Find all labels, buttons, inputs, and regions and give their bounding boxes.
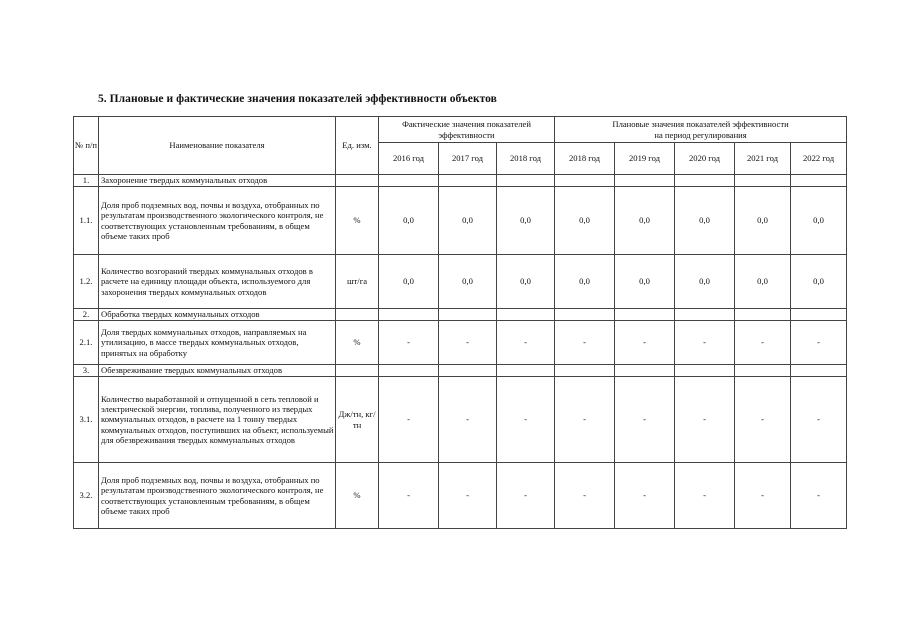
header-year: 2019 год bbox=[615, 143, 675, 175]
value-cell: - bbox=[439, 321, 497, 365]
empty-cell bbox=[791, 365, 847, 377]
value-cell: 0,0 bbox=[735, 187, 791, 255]
value-cell: - bbox=[675, 321, 735, 365]
value-cell: - bbox=[675, 377, 735, 463]
indicator-name: Количество выработанной и отпущенной в сеть тепловой и электрической энергии, топлива, полученного из твердых коммунальных отходов, в расчете на 1 тонну твердых коммунальных отходов, поступивших на объект, используемый для обезвреживания твердых коммунальных отходов bbox=[99, 377, 336, 463]
value-cell: 0,0 bbox=[791, 255, 847, 309]
value-cell: - bbox=[791, 463, 847, 529]
value-cell: 0,0 bbox=[379, 187, 439, 255]
empty-cell bbox=[675, 309, 735, 321]
empty-cell bbox=[439, 175, 497, 187]
header-year: 2018 год bbox=[555, 143, 615, 175]
row-num: 2.1. bbox=[74, 321, 99, 365]
header-year: 2020 год bbox=[675, 143, 735, 175]
value-cell: 0,0 bbox=[675, 255, 735, 309]
empty-cell bbox=[379, 175, 439, 187]
header-unit: Ед. изм. bbox=[336, 117, 379, 175]
table-row bbox=[74, 377, 847, 463]
value-cell: - bbox=[379, 377, 439, 463]
row-num: 1.2. bbox=[74, 255, 99, 309]
unit-cell: % bbox=[336, 187, 379, 255]
value-cell: - bbox=[497, 463, 555, 529]
value-cell: - bbox=[555, 321, 615, 365]
value-cell: 0,0 bbox=[791, 187, 847, 255]
table-row bbox=[74, 255, 847, 309]
value-cell: 0,0 bbox=[555, 187, 615, 255]
section-name: Обработка твердых коммунальных отходов bbox=[99, 309, 336, 321]
empty-cell bbox=[336, 365, 379, 377]
row-num: 3.2. bbox=[74, 463, 99, 529]
unit-cell: шт/га bbox=[336, 255, 379, 309]
header-row-1 bbox=[74, 117, 847, 143]
empty-cell bbox=[791, 309, 847, 321]
empty-cell bbox=[615, 365, 675, 377]
value-cell: - bbox=[497, 321, 555, 365]
empty-cell bbox=[735, 365, 791, 377]
empty-cell bbox=[555, 309, 615, 321]
indicator-name: Количество возгораний твердых коммунальных отходов в расчете на единицу площади объекта, используемого для захоронения твердых коммунальных отходов bbox=[99, 255, 336, 309]
value-cell: - bbox=[615, 463, 675, 529]
value-cell: - bbox=[439, 377, 497, 463]
section-title: 5. Плановые и фактические значения показателей эффективности объектов bbox=[98, 93, 497, 105]
header-year: 2018 год bbox=[497, 143, 555, 175]
empty-cell bbox=[675, 175, 735, 187]
value-cell: 0,0 bbox=[497, 187, 555, 255]
value-cell: 0,0 bbox=[439, 187, 497, 255]
section-row bbox=[74, 175, 847, 187]
empty-cell bbox=[497, 365, 555, 377]
section-num: 1. bbox=[74, 175, 99, 187]
empty-cell bbox=[555, 175, 615, 187]
empty-cell bbox=[439, 309, 497, 321]
header-name: Наименование показателя bbox=[99, 117, 336, 175]
value-cell: 0,0 bbox=[615, 187, 675, 255]
unit-cell: % bbox=[336, 463, 379, 529]
value-cell: - bbox=[379, 321, 439, 365]
row-num: 1.1. bbox=[74, 187, 99, 255]
value-cell: - bbox=[615, 321, 675, 365]
indicator-name: Доля проб подземных вод, почвы и воздуха, отобранных по результатам производственного экологического контроля, не соответствующих установленным требованиям, в общем объеме таких проб bbox=[99, 187, 336, 255]
value-cell: - bbox=[735, 321, 791, 365]
value-cell: 0,0 bbox=[615, 255, 675, 309]
section-num: 3. bbox=[74, 365, 99, 377]
value-cell: - bbox=[735, 377, 791, 463]
value-cell: - bbox=[379, 463, 439, 529]
unit-cell: Дж/тн, кг/тн bbox=[336, 377, 379, 463]
table-row bbox=[74, 321, 847, 365]
indicator-name: Доля проб подземных вод, почвы и воздуха, отобранных по результатам производственного экологического контроля, не соответствующих установленным требованиям, в общем объеме таких проб bbox=[99, 463, 336, 529]
header-year: 2022 год bbox=[791, 143, 847, 175]
value-cell: 0,0 bbox=[555, 255, 615, 309]
value-cell: 0,0 bbox=[439, 255, 497, 309]
unit-cell: % bbox=[336, 321, 379, 365]
empty-cell bbox=[615, 175, 675, 187]
indicator-name: Доля твердых коммунальных отходов, направляемых на утилизацию, в массе твердых коммунальных отходов, принятых на обработку bbox=[99, 321, 336, 365]
empty-cell bbox=[336, 175, 379, 187]
row-num: 3.1. bbox=[74, 377, 99, 463]
empty-cell bbox=[497, 309, 555, 321]
empty-cell bbox=[675, 365, 735, 377]
header-num: № п/п bbox=[74, 117, 99, 175]
section-row bbox=[74, 309, 847, 321]
empty-cell bbox=[735, 309, 791, 321]
header-year: 2016 год bbox=[379, 143, 439, 175]
empty-cell bbox=[497, 175, 555, 187]
empty-cell bbox=[555, 365, 615, 377]
table-row bbox=[74, 187, 847, 255]
section-name: Обезвреживание твердых коммунальных отходов bbox=[99, 365, 336, 377]
value-cell: - bbox=[735, 463, 791, 529]
value-cell: - bbox=[675, 463, 735, 529]
table-body bbox=[74, 175, 847, 529]
value-cell: - bbox=[791, 321, 847, 365]
value-cell: 0,0 bbox=[675, 187, 735, 255]
value-cell: 0,0 bbox=[497, 255, 555, 309]
header-year: 2017 год bbox=[439, 143, 497, 175]
value-cell: - bbox=[791, 377, 847, 463]
value-cell: 0,0 bbox=[735, 255, 791, 309]
efficiency-indicators-table bbox=[73, 116, 847, 529]
section-row bbox=[74, 365, 847, 377]
value-cell: - bbox=[497, 377, 555, 463]
header-fact-group: Фактические значения показателей эффективности bbox=[379, 117, 555, 143]
header-plan-group bbox=[555, 117, 847, 143]
value-cell: 0,0 bbox=[379, 255, 439, 309]
empty-cell bbox=[379, 309, 439, 321]
value-cell: - bbox=[439, 463, 497, 529]
empty-cell bbox=[379, 365, 439, 377]
value-cell: - bbox=[555, 377, 615, 463]
value-cell: - bbox=[615, 377, 675, 463]
header-plan-line1: Плановые значения показателей эффективности bbox=[612, 119, 789, 130]
empty-cell bbox=[615, 309, 675, 321]
empty-cell bbox=[336, 309, 379, 321]
empty-cell bbox=[439, 365, 497, 377]
empty-cell bbox=[791, 175, 847, 187]
header-year: 2021 год bbox=[735, 143, 791, 175]
value-cell: - bbox=[555, 463, 615, 529]
header-plan-line2: на период регулирования bbox=[654, 129, 747, 140]
table-row bbox=[74, 463, 847, 529]
section-num: 2. bbox=[74, 309, 99, 321]
empty-cell bbox=[735, 175, 791, 187]
section-name: Захоронение твердых коммунальных отходов bbox=[99, 175, 336, 187]
